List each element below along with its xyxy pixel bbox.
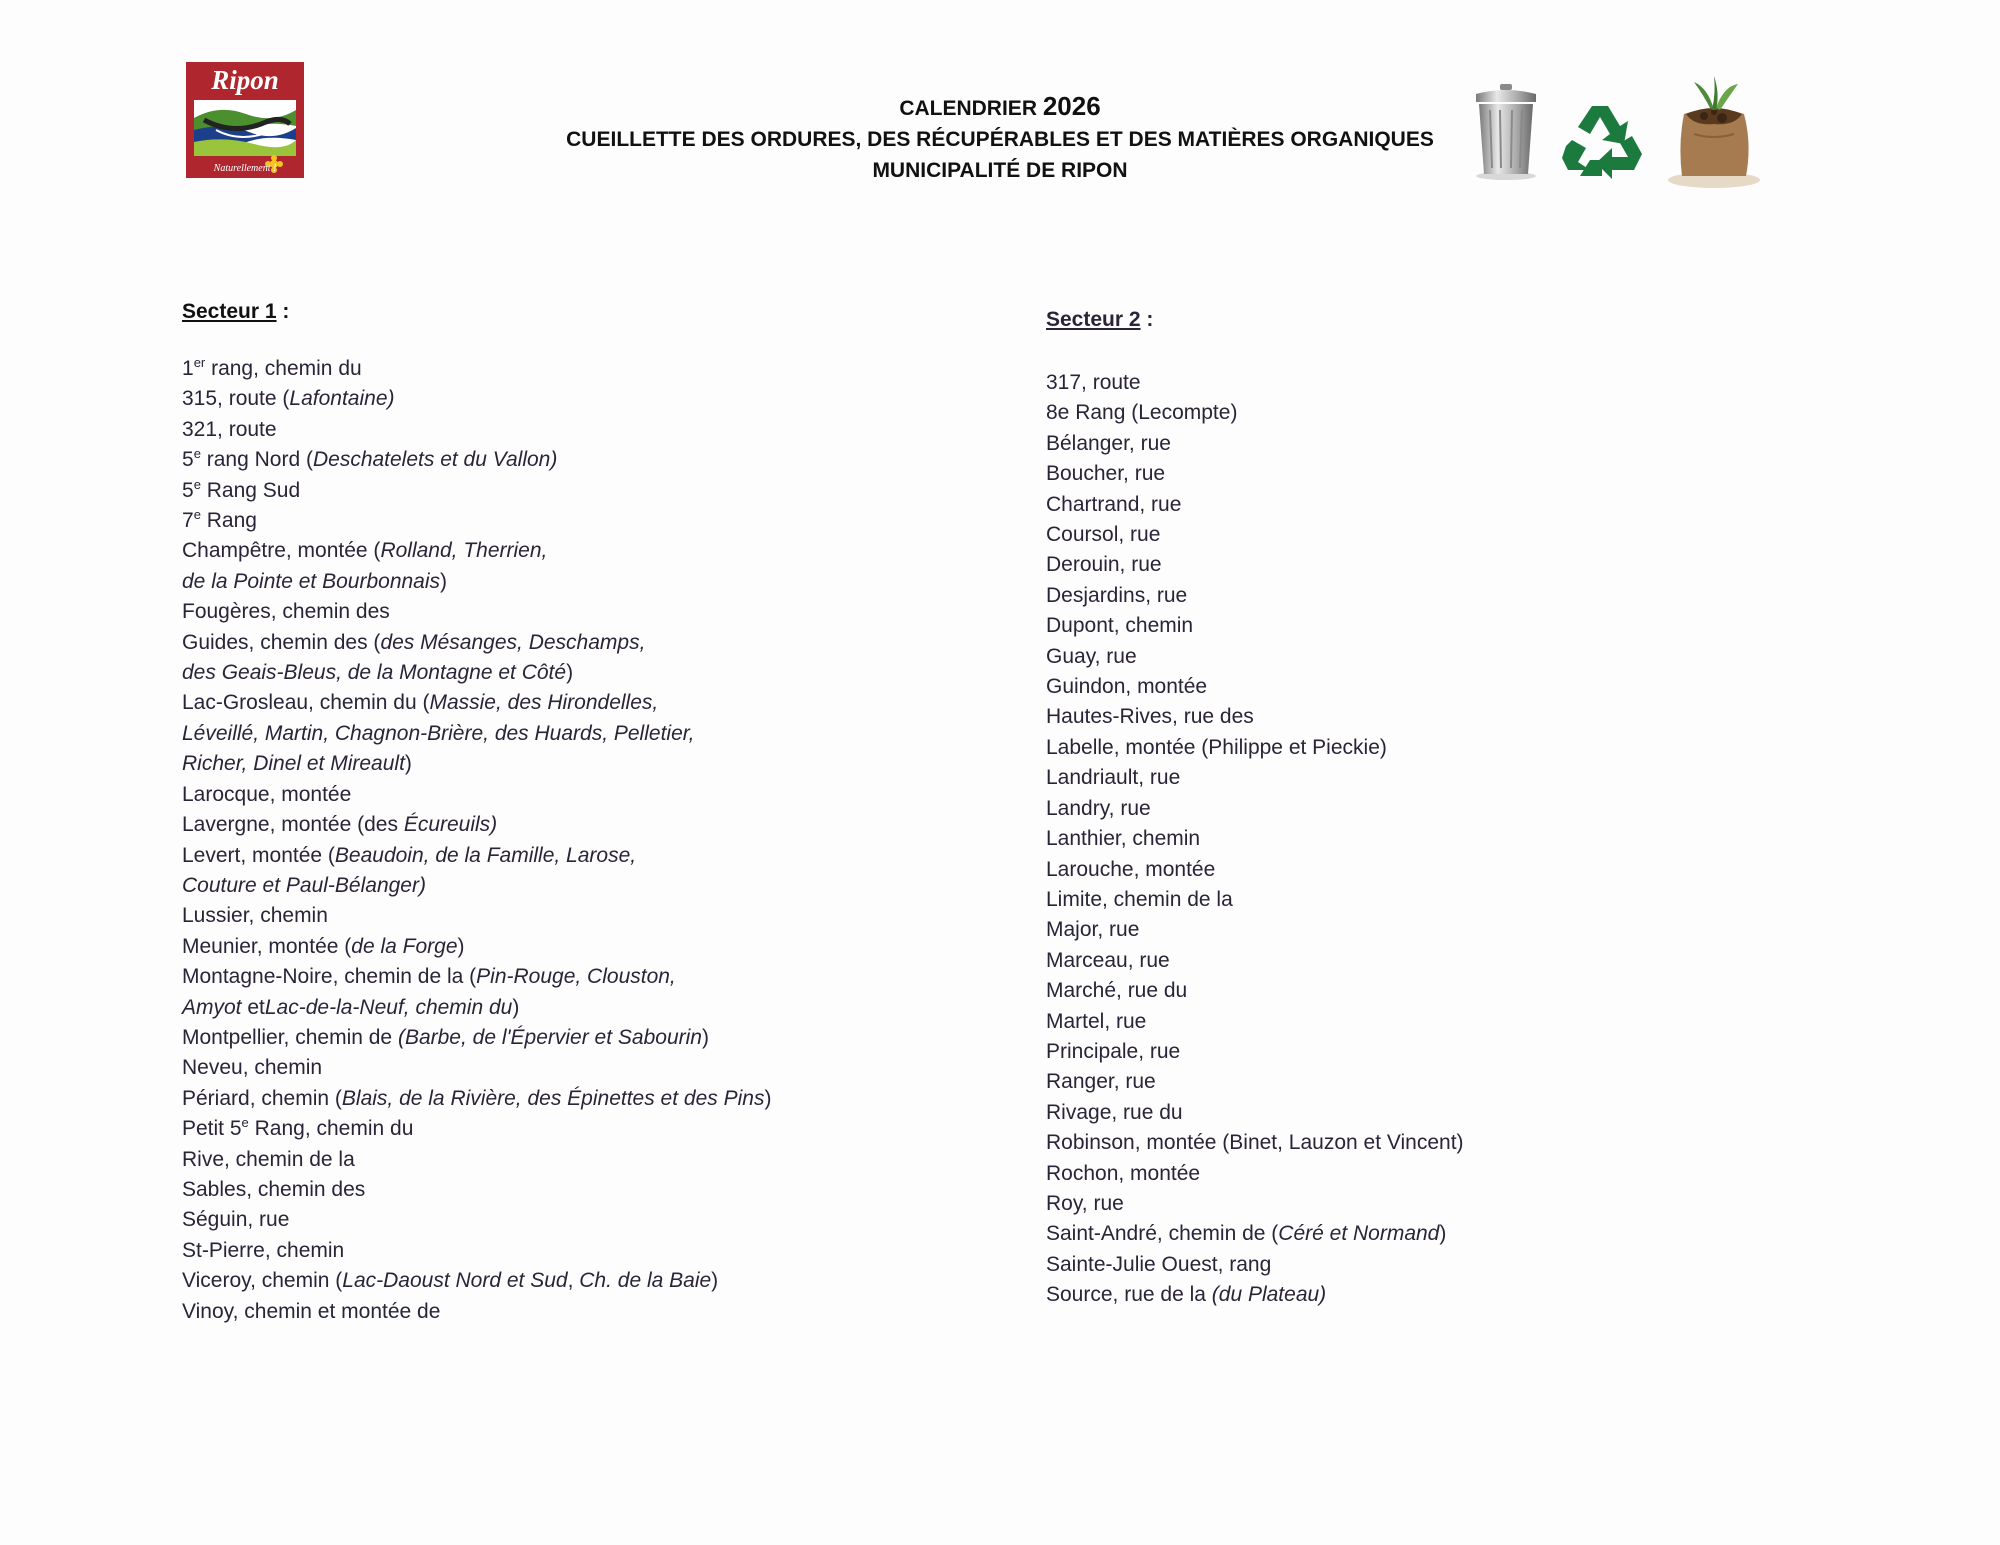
street-text: Guindon, montée xyxy=(1046,675,1208,699)
street-detail-italic: Richer, Dinel et Mireault xyxy=(182,752,405,776)
street-text: Coursol, rue xyxy=(1046,523,1161,547)
street-detail-italic: (Barbe, de l'Épervier et Sabourin xyxy=(397,1025,702,1049)
street-item xyxy=(182,658,982,688)
street-item xyxy=(1046,855,1746,885)
street-item xyxy=(182,780,982,810)
street-text: Saint-André, chemin de ( xyxy=(1046,1222,1279,1246)
ordinal-superscript: e xyxy=(193,476,201,492)
street-item xyxy=(182,749,982,779)
street-text: Lavergne, montée (des xyxy=(182,813,404,837)
street-text: 7 xyxy=(182,509,194,533)
sector-1-colon: : xyxy=(276,300,290,323)
street-item xyxy=(182,1297,982,1327)
street-text: Guides, chemin des ( xyxy=(182,630,381,654)
street-item xyxy=(1046,1098,1746,1128)
title-prefix: CALENDRIER xyxy=(899,97,1043,120)
street-text: Martel, rue xyxy=(1046,1009,1147,1033)
street-text: rang Nord ( xyxy=(200,448,313,472)
street-item xyxy=(1046,581,1746,611)
street-item xyxy=(182,1266,982,1296)
street-item xyxy=(1046,733,1746,763)
street-item xyxy=(182,567,982,597)
page-subtitle: CUEILLETTE DES ORDURES, DES RÉCUPÉRABLES ET DES MATIÈRES ORGANIQUES xyxy=(566,128,1434,151)
street-detail-italic: Couture et Paul-Bélanger) xyxy=(182,873,426,897)
street-text: Neveu, chemin xyxy=(182,1056,323,1080)
street-item xyxy=(1046,1219,1746,1249)
street-text: Lanthier, chemin xyxy=(1046,827,1201,851)
street-text: Vinoy, chemin et montée de xyxy=(182,1299,441,1323)
ordinal-superscript: e xyxy=(241,1115,249,1131)
street-item xyxy=(1046,459,1746,489)
street-item xyxy=(1046,490,1746,520)
street-text: Montpellier, chemin de xyxy=(182,1025,398,1049)
street-text: Périard, chemin ( xyxy=(182,1086,342,1110)
street-text: Labelle, montée (Philippe et Pieckie) xyxy=(1046,735,1387,759)
street-item xyxy=(182,506,982,536)
street-text: Desjardins, rue xyxy=(1046,583,1188,607)
street-text: Limite, chemin de la xyxy=(1046,887,1233,911)
sector-2-colon: : xyxy=(1140,308,1154,331)
landscape-icon xyxy=(194,100,296,156)
street-text: Petit 5 xyxy=(182,1117,242,1141)
street-item xyxy=(182,719,982,749)
street-item xyxy=(1046,1280,1746,1310)
street-text: Lac-Grosleau, chemin du ( xyxy=(182,691,430,715)
street-text: Rang Sud xyxy=(200,478,301,502)
street-text: 5 xyxy=(182,448,194,472)
street-text: Montagne-Noire, chemin de la ( xyxy=(182,965,477,989)
street-detail-italic: Pin-Rouge, Clouston, xyxy=(476,965,676,989)
street-item xyxy=(182,993,982,1023)
ordinal-superscript: e xyxy=(193,446,201,462)
street-text: Bélanger, rue xyxy=(1046,431,1171,455)
street-item xyxy=(182,841,982,871)
street-item xyxy=(1046,794,1746,824)
street-item xyxy=(182,536,982,566)
street-text: ) xyxy=(1439,1222,1447,1246)
street-detail-italic: de la Forge xyxy=(351,934,458,958)
street-text: Rang xyxy=(200,509,257,533)
street-text: Robinson, montée (Binet, Lauzon et Vincent) xyxy=(1046,1131,1464,1155)
street-item xyxy=(182,932,982,962)
document-header xyxy=(400,90,1600,187)
sector-2-column xyxy=(1046,304,1746,1311)
street-item xyxy=(1046,946,1746,976)
street-item xyxy=(182,1114,982,1144)
street-text: ) xyxy=(701,1025,709,1049)
street-item xyxy=(1046,763,1746,793)
street-item xyxy=(182,1053,982,1083)
street-text: Major, rue xyxy=(1046,918,1140,942)
street-item xyxy=(182,962,982,992)
street-item xyxy=(182,901,982,931)
logo-name: Ripon xyxy=(211,65,279,95)
street-item xyxy=(1046,1007,1746,1037)
street-detail-italic: Lafontaine) xyxy=(289,387,395,411)
street-item xyxy=(1046,672,1746,702)
street-text: Roy, rue xyxy=(1046,1191,1124,1215)
street-item xyxy=(182,1236,982,1266)
sector-1-column xyxy=(182,296,982,1327)
street-detail-italic: Lac-Daoust Nord et Sud xyxy=(342,1269,568,1293)
street-text: ) xyxy=(566,661,574,685)
street-item xyxy=(1046,1250,1746,1280)
street-text: Rivage, rue du xyxy=(1046,1100,1183,1124)
street-text: Séguin, rue xyxy=(182,1208,290,1232)
municipality-name: MUNICIPALITÉ DE RIPON xyxy=(872,159,1128,182)
sector-2-title: Secteur 2 xyxy=(1046,308,1141,331)
street-text: ) xyxy=(440,569,448,593)
street-text: 1 xyxy=(182,357,194,380)
street-text: Source, rue de la xyxy=(1046,1283,1212,1307)
street-item xyxy=(182,688,982,718)
street-item xyxy=(182,354,982,384)
street-item xyxy=(182,1175,982,1205)
street-text: et xyxy=(241,995,265,1019)
street-text: Chartrand, rue xyxy=(1046,492,1182,516)
sector-1-street-list xyxy=(182,354,982,1327)
street-detail-italic: Ch. de la Baie xyxy=(579,1269,712,1293)
ordinal-superscript: e xyxy=(193,507,201,523)
street-text: Viceroy, chemin ( xyxy=(182,1269,343,1293)
street-detail-italic: Beaudoin, de la Famille, Larose, xyxy=(334,843,637,867)
street-item xyxy=(1046,915,1746,945)
street-text: 8e Rang (Lecompte) xyxy=(1046,401,1238,425)
street-item xyxy=(182,628,982,658)
street-text: Levert, montée ( xyxy=(182,843,335,867)
sector-2-street-list xyxy=(1046,368,1746,1311)
street-text: Dupont, chemin xyxy=(1046,614,1194,638)
street-item xyxy=(1046,1037,1746,1067)
street-text: 321, route xyxy=(182,417,277,441)
street-text: Fougères, chemin des xyxy=(182,600,390,624)
street-item xyxy=(182,1205,982,1235)
street-detail-italic: des Mésanges, Deschamps, xyxy=(380,630,646,654)
street-item xyxy=(182,871,982,901)
street-item xyxy=(1046,550,1746,580)
title-year: 2026 xyxy=(1042,91,1101,121)
street-detail-italic: de la Pointe et Bourbonnais xyxy=(182,569,441,593)
sector-1-title: Secteur 1 xyxy=(182,300,277,323)
street-detail-italic: Céré et Normand xyxy=(1278,1222,1440,1246)
street-text: 315, route ( xyxy=(182,387,290,411)
recycle-icon xyxy=(1562,100,1648,184)
street-item xyxy=(1046,1067,1746,1097)
street-text: Rang, chemin du xyxy=(248,1117,414,1141)
street-item xyxy=(182,597,982,627)
street-detail-italic: Blais, de la Rivière, des Épinettes et des Pins xyxy=(341,1086,765,1110)
street-item xyxy=(1046,429,1746,459)
compost-bag-icon xyxy=(1664,74,1764,188)
street-text: ) xyxy=(711,1269,719,1293)
street-item xyxy=(182,415,982,445)
page-title xyxy=(400,90,1600,125)
street-item xyxy=(1046,368,1746,398)
street-text: Ranger, rue xyxy=(1046,1070,1156,1094)
street-item xyxy=(1046,642,1746,672)
street-item xyxy=(1046,398,1746,428)
street-text: Marceau, rue xyxy=(1046,948,1170,972)
street-text: Rive, chemin de la xyxy=(182,1147,355,1171)
street-text: ) xyxy=(404,752,412,776)
street-detail-italic: Amyot xyxy=(182,995,242,1019)
street-detail-italic: des Geais-Bleus, de la Montagne et Côté xyxy=(182,661,567,685)
street-item xyxy=(1046,702,1746,732)
street-detail-italic: Écureuils) xyxy=(403,813,498,837)
street-detail-italic: Deschatelets et du Vallon) xyxy=(312,448,558,472)
street-item xyxy=(1046,885,1746,915)
street-text: Hautes-Rives, rue des xyxy=(1046,705,1254,729)
street-item xyxy=(182,476,982,506)
street-detail-italic: Lac-de-la-Neuf, chemin du xyxy=(264,995,513,1019)
street-item xyxy=(1046,1189,1746,1219)
street-text: Guay, rue xyxy=(1046,644,1137,668)
street-item xyxy=(182,1145,982,1175)
street-text: ) xyxy=(457,934,465,958)
street-item xyxy=(1046,520,1746,550)
street-text: Landry, rue xyxy=(1046,796,1151,820)
street-text: Sables, chemin des xyxy=(182,1177,366,1201)
street-text: Derouin, rue xyxy=(1046,553,1162,577)
street-text: Larocque, montée xyxy=(182,782,352,806)
ordinal-superscript: er xyxy=(193,355,206,370)
street-item xyxy=(182,384,982,414)
street-item xyxy=(1046,611,1746,641)
street-text: 317, route xyxy=(1046,371,1141,394)
street-text: Boucher, rue xyxy=(1046,462,1166,486)
street-text: Larouche, montée xyxy=(1046,857,1216,881)
street-item xyxy=(1046,1128,1746,1158)
street-item xyxy=(1046,1159,1746,1189)
street-detail-italic: Rolland, Therrien, xyxy=(380,539,548,563)
street-text: Marché, rue du xyxy=(1046,979,1188,1003)
street-text: Meunier, montée ( xyxy=(182,934,352,958)
street-text: ) xyxy=(764,1086,772,1110)
trash-bin-icon xyxy=(1470,82,1542,180)
street-detail-italic: (du Plateau) xyxy=(1211,1283,1327,1307)
street-text: St-Pierre, chemin xyxy=(182,1238,345,1262)
street-text: 5 xyxy=(182,478,194,502)
street-item xyxy=(1046,976,1746,1006)
street-item xyxy=(182,1084,982,1114)
street-item xyxy=(1046,824,1746,854)
street-text: Champêtre, montée ( xyxy=(182,539,381,563)
street-text: Rochon, montée xyxy=(1046,1161,1201,1185)
street-detail-italic: Massie, des Hirondelles, xyxy=(429,691,659,715)
street-item xyxy=(182,445,982,475)
street-text: Lussier, chemin xyxy=(182,904,328,928)
street-item xyxy=(182,810,982,840)
street-text: Landriault, rue xyxy=(1046,766,1181,790)
sector-2-heading xyxy=(1046,304,1746,336)
sector-1-heading xyxy=(182,296,982,328)
logo-tagline: Naturellement ! xyxy=(213,163,277,174)
street-text: ) xyxy=(512,995,520,1019)
street-item xyxy=(182,1023,982,1053)
ripon-logo xyxy=(186,62,304,178)
street-text: Sainte-Julie Ouest, rang xyxy=(1046,1252,1272,1276)
street-text: rang, chemin du xyxy=(205,357,362,380)
street-detail-italic: Léveillé, Martin, Chagnon-Brière, des Huards, Pelletier, xyxy=(182,721,695,745)
street-text: Principale, rue xyxy=(1046,1039,1181,1063)
street-text: , xyxy=(567,1269,580,1293)
